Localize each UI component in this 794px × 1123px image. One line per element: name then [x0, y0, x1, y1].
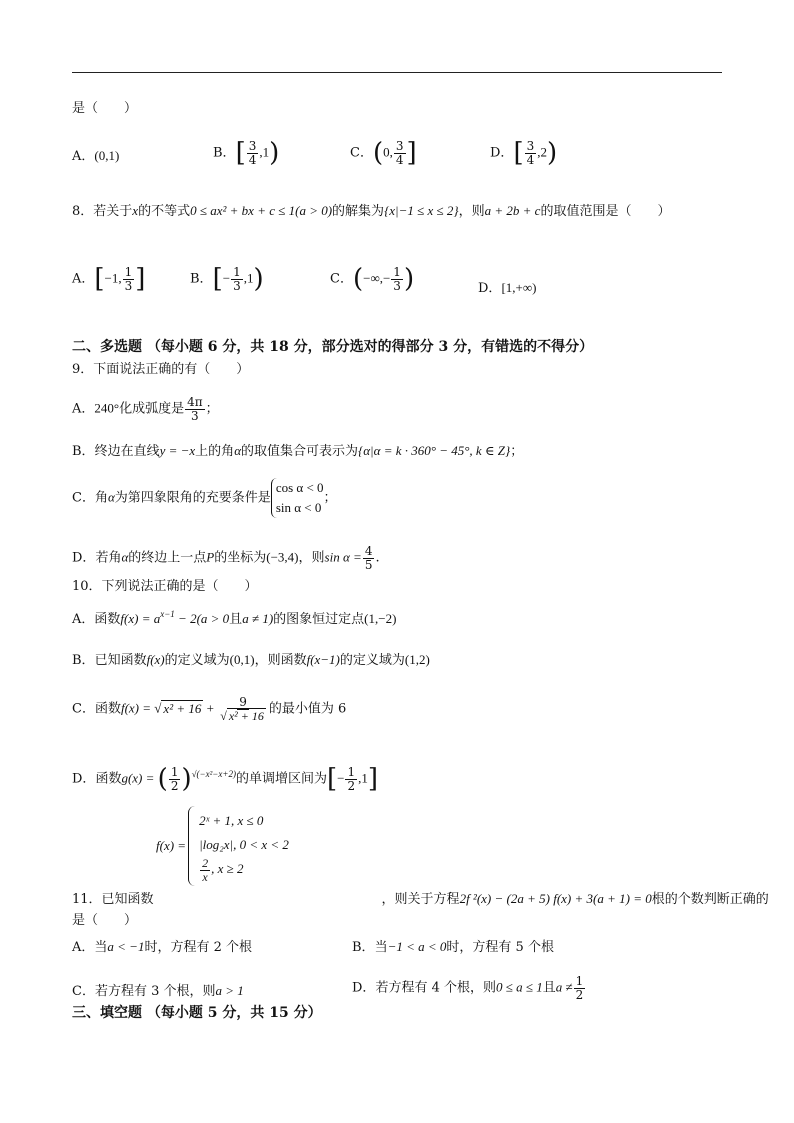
stem-text: 的定义域为	[164, 653, 230, 668]
stem-text: 时，方程有 5 个根	[446, 940, 554, 955]
denominator: 2	[575, 987, 584, 1002]
piecewise-cases	[199, 809, 289, 883]
case: 2ˣ + 1, x ≤ 0	[199, 812, 264, 828]
q8-option-c	[330, 264, 415, 295]
numerator: 3	[395, 139, 404, 153]
bracket: (	[352, 264, 364, 295]
section-title-multiple-choice: 二、多选题 （每小题 6 分，共 18 分，部分选对的得部分 3 分，有错选的不得分）	[72, 339, 594, 355]
bracket: [	[94, 264, 105, 295]
numerator: 1	[170, 765, 179, 779]
math-var: α	[234, 443, 242, 458]
q9-option-b	[72, 443, 523, 460]
stem-text: ，则函数	[254, 653, 307, 668]
bracket: )	[269, 138, 280, 169]
denominator: 4	[248, 152, 257, 167]
stem-text: .	[375, 550, 380, 566]
q8-stem	[72, 203, 670, 220]
q10-option-c: C．函数f(x) = √ x² + 16 + $\frac{9}{\text{√ x² + 16}}$ 的最小值为 6	[72, 695, 347, 723]
math-expr: f(x)	[146, 652, 165, 667]
option-label: C．	[72, 490, 95, 506]
q10-option-d: D．函数g(x) = ( $\frac{1}{2}$ )$^{√(-x^2-x+2)}$的单调增区间为[− $\frac{1}{2}$ ,1]	[72, 764, 379, 795]
q9-stem: 9．下面说法正确的有（ ）	[72, 362, 250, 377]
condition-system	[271, 478, 324, 518]
numerator: 1	[233, 265, 241, 279]
denominator: x	[202, 869, 208, 884]
option-label: A．	[72, 271, 95, 287]
q9-option-a	[72, 396, 219, 422]
math-var: P	[206, 549, 215, 565]
denominator: 5	[364, 557, 373, 572]
math-expr: a + 2b + c	[484, 203, 541, 218]
option-label: B．	[72, 653, 95, 668]
fraction	[123, 266, 135, 292]
option-label: B．	[213, 145, 236, 161]
q11-stem-tail: 是（ ）	[72, 913, 138, 928]
stem-text: 若方程有 3 个根，则	[94, 984, 216, 999]
fraction	[169, 766, 181, 792]
math-expr: − 2(a > 0	[174, 611, 230, 626]
fraction	[231, 266, 243, 292]
q7-option-d	[490, 138, 558, 169]
math-expr: a < −1	[107, 939, 145, 954]
q10-stem: 10．下列说法正确的是（ ）	[72, 579, 258, 594]
option-label: D．	[72, 771, 96, 787]
case: $\frac{2}{x}$ , x ≥ 2	[202, 855, 244, 884]
angle-set: {α|α = k · 360° − 45°, k ∈ Z}	[358, 443, 511, 458]
case: |log₂x|, 0 < x < 2	[199, 836, 289, 852]
stem-text: 的不等式	[138, 204, 191, 219]
fraction	[218, 696, 268, 722]
fraction	[345, 766, 357, 792]
bracket: [	[235, 138, 246, 169]
option-label: B．	[190, 271, 213, 287]
stem-text: ；	[323, 490, 337, 506]
stem-text: 的图象恒过定点	[273, 612, 365, 627]
denominator: 4	[395, 152, 404, 167]
q7-option-a	[72, 148, 119, 165]
q11-option-c	[72, 983, 244, 1000]
q9-option-c	[72, 478, 337, 518]
stem-text: 函数	[94, 612, 121, 627]
option-math: ,2	[537, 144, 547, 160]
stem-text: ，则	[298, 550, 325, 566]
denominator: 3	[191, 408, 199, 423]
section-title-fill-in: 三、填空题 （每小题 5 分，共 15 分）	[72, 1005, 322, 1021]
option-label: C．	[350, 145, 373, 161]
equation: 2f ²(x) − (2a + 5) f(x) + 3(a + 1) = 0	[459, 891, 652, 906]
option-math: (0,1)	[94, 148, 120, 163]
stem-text: 当	[94, 940, 108, 955]
q11-stem	[72, 891, 769, 908]
math-expr: +	[203, 700, 218, 716]
stem-text: 若方程有 4 个根，则	[375, 980, 496, 996]
stem-text: 的取值范围是（ ）	[540, 204, 671, 219]
q7-option-b	[213, 138, 280, 169]
q9-option-d	[72, 545, 380, 571]
option-label: C．	[330, 271, 353, 287]
q11-option-d	[352, 975, 586, 1001]
q7-option-c	[350, 138, 417, 169]
option-math: −1,	[104, 270, 122, 286]
fraction	[247, 140, 259, 166]
question-number: 11．已知函数	[72, 892, 154, 907]
bracket: (	[372, 138, 384, 169]
stem-text: 角	[94, 490, 108, 506]
math-expr: a > 1	[215, 983, 244, 998]
fraction	[525, 140, 537, 166]
option-math: [1,+∞)	[501, 280, 537, 295]
stem-text: ；	[510, 444, 524, 459]
radicand: x² + 16	[163, 700, 202, 716]
option-math: ,1	[243, 270, 254, 286]
fraction	[574, 975, 586, 1001]
option-label: B．	[72, 444, 95, 459]
stem-text: 若关于	[93, 204, 133, 219]
option-label: C．	[72, 701, 95, 717]
stem-text: 根的个数判断正确的	[651, 892, 769, 907]
coordinate: (−3,4)	[266, 549, 299, 565]
math-expr: sin α =	[324, 549, 362, 565]
option-math: −	[222, 270, 231, 286]
option-math: −	[337, 770, 345, 786]
stem-text: 当	[374, 940, 388, 955]
stem-text: 已知函数	[94, 653, 147, 668]
option-label: D．	[490, 145, 514, 161]
fixed-point: (1,−2)	[364, 611, 397, 626]
denominator: 2	[170, 778, 179, 793]
stem-text: 且	[229, 612, 243, 627]
option-label: A．	[72, 612, 95, 627]
option-label: A．	[72, 401, 95, 417]
option-math: ,1	[358, 770, 368, 786]
math-var: x	[132, 203, 139, 218]
math-expr: a ≠ 1)	[242, 611, 274, 626]
math-expr: 240°	[94, 400, 120, 416]
fraction	[185, 396, 205, 422]
denominator: 3	[233, 278, 241, 293]
stem-text: 的终边上一点	[128, 550, 207, 566]
numerator: 3	[248, 139, 257, 153]
stem-text: ，则关于方程	[381, 892, 460, 907]
denominator: 3	[393, 278, 401, 293]
stem-text: 化成弧度是	[119, 401, 185, 417]
bracket: [	[513, 138, 524, 169]
denominator: 3	[124, 278, 133, 293]
option-label: D．	[352, 980, 376, 996]
numerator: 4	[364, 544, 373, 558]
inequality: 0 ≤ ax² + bx + c ≤ 1(a > 0)	[190, 203, 333, 218]
bracket: )	[403, 264, 415, 295]
option-label: B．	[352, 940, 375, 955]
math-var: α	[107, 489, 115, 505]
option-math: 0,	[383, 144, 393, 160]
stem-text: 的坐标为	[214, 550, 267, 566]
solution-set: {x|−1 ≤ x ≤ 2}	[384, 203, 459, 218]
q8-option-b	[190, 264, 264, 295]
stem-text: 函数	[95, 771, 122, 787]
option-label: D．	[478, 281, 502, 296]
denominator: √ x² + 16	[220, 708, 264, 723]
numerator: 2	[202, 855, 209, 870]
fraction	[391, 266, 403, 292]
radicand: x² + 16	[228, 708, 264, 723]
q8-option-a	[72, 264, 146, 295]
math-expr: f(x−1)	[306, 652, 340, 667]
stem-text: 的解集为	[332, 204, 385, 219]
math-expr: a ≠	[555, 979, 573, 995]
option-label: C．	[72, 984, 95, 999]
header-rule	[72, 72, 722, 73]
bracket: )	[253, 264, 264, 295]
fraction	[363, 545, 375, 571]
q10-option-a	[72, 611, 396, 628]
condition: cos α < 0	[275, 480, 324, 495]
q11-option-a	[72, 939, 252, 956]
option-label: D．	[72, 550, 96, 566]
math-expr: f(x) =	[120, 700, 155, 716]
option-math: ,1	[259, 144, 270, 160]
stem-text: 的最小值为 6	[268, 701, 347, 717]
denominator: 2	[347, 778, 356, 793]
stem-text: 时，方程有 2 个根	[144, 940, 252, 955]
exponent: x−1	[160, 609, 175, 619]
numerator: 1	[124, 265, 133, 279]
bracket: )	[546, 138, 558, 169]
q7-stem-tail: 是（ ）	[72, 101, 138, 116]
math-expr: 0 ≤ a ≤ 1	[495, 979, 543, 995]
domain-interval: (1,2)	[404, 652, 430, 667]
stem-text: 的取值集合可表示为	[241, 444, 359, 459]
stem-text: ，则	[458, 204, 485, 219]
condition: sin α < 0	[275, 500, 322, 515]
numerator: 1	[347, 765, 356, 779]
numerator: 4π	[187, 395, 203, 409]
q10-option-b	[72, 652, 430, 669]
denominator: 4	[526, 152, 535, 167]
stem-text: 且	[542, 980, 556, 996]
numerator: 3	[526, 139, 535, 153]
q11-piecewise-function	[156, 806, 289, 886]
stem-text: 的单调增区间为	[235, 771, 327, 787]
numerator: 1	[393, 265, 401, 279]
stem-text: 终边在直线	[94, 444, 160, 459]
brace	[188, 806, 195, 886]
stem-text: 上的角	[195, 444, 235, 459]
stem-text: 若角	[95, 550, 122, 566]
numerator: 9	[239, 695, 247, 709]
q8-option-d	[478, 280, 536, 297]
bracket: ]	[406, 138, 417, 169]
q11-option-b	[352, 939, 554, 956]
fraction	[394, 140, 406, 166]
option-math: −∞,−	[363, 270, 391, 286]
math-expr: g(x) =	[121, 770, 158, 786]
bracket: [	[212, 264, 223, 295]
option-label: A．	[72, 149, 95, 164]
function-name: f(x) =	[156, 838, 187, 853]
numerator: 1	[575, 974, 584, 988]
bracket: ]	[135, 264, 146, 295]
math-var: α	[121, 549, 129, 565]
math-expr: −1 < a < 0	[387, 939, 447, 954]
math-expr: y = −x	[159, 443, 196, 458]
exponent: √(−x²−x+2)	[191, 768, 236, 779]
stem-text: 函数	[94, 701, 121, 717]
question-number: 8．	[72, 204, 94, 219]
stem-text: 为第四象限角的充要条件是	[114, 490, 271, 506]
option-label: A．	[72, 940, 95, 955]
domain-interval: (0,1)	[229, 652, 255, 667]
stem-text: ；	[205, 401, 219, 417]
stem-text: 的定义域为	[339, 653, 405, 668]
math-expr: f(x) = a	[120, 611, 161, 626]
case-condition: x ≥ 2	[217, 860, 244, 876]
